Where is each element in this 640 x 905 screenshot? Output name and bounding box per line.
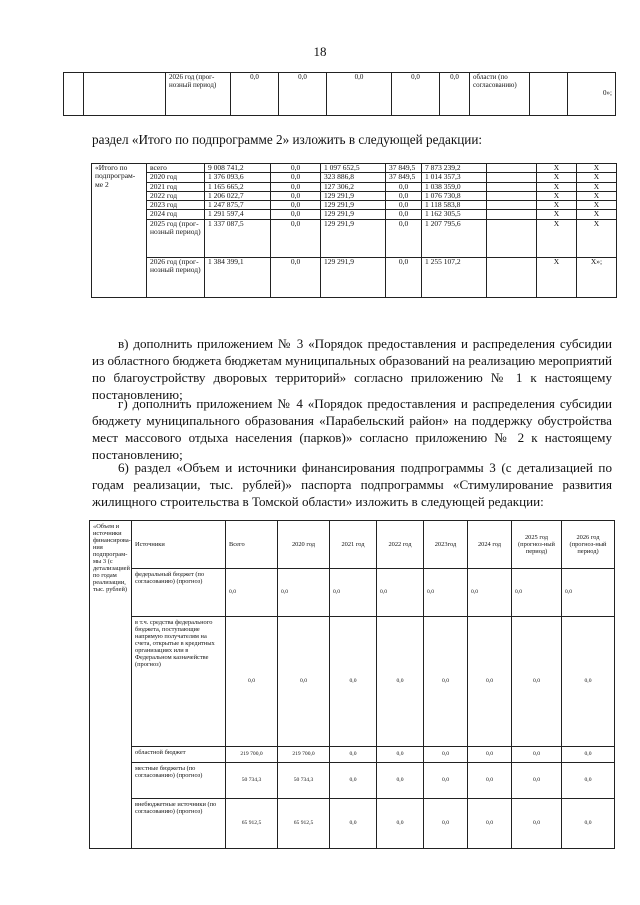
value-cell: 1 207 795,6: [422, 219, 487, 257]
total-cell: 9 008 741,2: [205, 164, 271, 173]
empty-cell: [487, 210, 537, 219]
value-cell: 0,0: [271, 219, 321, 257]
value-cell: 129 291,9: [321, 191, 386, 200]
paragraph-g: г) дополнить приложением № 4 «Порядок предоставления и распределения субсидии бюджету муниципального образования «Парабельский район» на поддержку обустройства мест массового отдыха населения (парков)» согласно приложению № 2 к настоящему постановлению;: [92, 396, 612, 462]
value-cell: 0,0: [271, 201, 321, 210]
note-cell: области (по согласованию): [470, 73, 530, 116]
finance-label: «Объем и источники финансирова-ния подпрограм-мы 3 (с детализацией по годам реализации, тыс. рублей): [90, 521, 132, 849]
value-cell: 0,0: [386, 201, 422, 210]
value-cell: 0,0: [468, 763, 512, 799]
itogo-label: «Итого по подпрограм-ме 2: [92, 164, 147, 298]
value-cell: 0,0: [424, 799, 468, 849]
x-cell: X: [537, 173, 577, 182]
value-cell: 0,0: [330, 747, 377, 763]
total-cell: 1 206 022,7: [205, 191, 271, 200]
empty-cell: [64, 73, 84, 116]
value-cell: 0,0: [271, 210, 321, 219]
x-cell: X: [577, 191, 617, 200]
source-cell: внебюджетные источники (по согласованию) (прогноз): [132, 799, 226, 849]
value-cell: 0,0: [562, 569, 615, 617]
value-cell: 0,0: [392, 73, 440, 116]
value-cell: 0,0: [468, 747, 512, 763]
paragraph-v: в) дополнить приложением № 3 «Порядок предоставления и распределения субсидии из областного бюджета бюджетам муниципальных образований на реализацию мероприятий по благоустройству дворовых территорий» согласно приложению № 1 к настоящему постановлению;: [92, 336, 613, 402]
total-cell: 1 337 087,5: [205, 219, 271, 257]
value-cell: 0,0: [424, 763, 468, 799]
period-cell: 2021 год: [147, 182, 205, 191]
value-cell: 0,0: [271, 257, 321, 297]
value-cell: 65 912,5: [278, 799, 330, 849]
total-cell: 1 247 875,7: [205, 201, 271, 210]
header-cell: 2024 год: [468, 521, 512, 569]
value-cell: 0,0: [386, 257, 422, 297]
empty-cell: [487, 191, 537, 200]
empty-cell: [487, 173, 537, 182]
period-cell: 2026 год (прог-нозный период): [147, 257, 205, 297]
x-cell: X: [577, 201, 617, 210]
value-cell: 0,0: [327, 73, 392, 116]
heading-itogo: раздел «Итого по подпрограмме 2» изложить в следующей редакции:: [92, 132, 483, 147]
period-cell: 2025 год (прог-нозный период): [147, 219, 205, 257]
value-cell: 129 291,9: [321, 257, 386, 297]
value-cell: 0,0: [226, 617, 278, 747]
period-cell: 2020 год: [147, 173, 205, 182]
value-cell: 0,0: [386, 182, 422, 191]
value-cell: 0,0: [377, 763, 424, 799]
value-cell: 0,0: [562, 747, 615, 763]
page-number: 18: [313, 44, 327, 59]
value-cell: 0,0: [279, 73, 327, 116]
empty-cell: [487, 219, 537, 257]
value-cell: 0,0: [512, 799, 562, 849]
total-cell: 1 165 665,2: [205, 182, 271, 191]
value-cell: 219 700,0: [278, 747, 330, 763]
header-cell: Источники: [132, 521, 226, 569]
x-cell: X: [577, 173, 617, 182]
value-cell: 0,0: [424, 569, 468, 617]
period-cell: 2026 год (прог-нозный период): [166, 73, 231, 116]
value-cell: 129 291,9: [321, 201, 386, 210]
value-cell: 0,0: [330, 569, 377, 617]
header-cell: Всего: [226, 521, 278, 569]
value-cell: 0,0: [512, 569, 562, 617]
source-cell: в т.ч. средства федерального бюджета, поступающие напрямую получателям на счета, открытые в кредитных организациях или в Федеральном казначействе (прогноз): [132, 617, 226, 747]
value-cell: 7 873 239,2: [422, 164, 487, 173]
value-cell: 0,0: [231, 73, 279, 116]
x-cell: X: [537, 191, 577, 200]
header-cell: 2020 год: [278, 521, 330, 569]
value-cell: 37 849,5: [386, 164, 422, 173]
value-cell: 0,0: [440, 73, 470, 116]
x-cell: X»;: [577, 257, 617, 297]
value-cell: 1 255 107,2: [422, 257, 487, 297]
empty-cell: [84, 73, 166, 116]
total-cell: 1 291 597,4: [205, 210, 271, 219]
x-cell: X: [577, 182, 617, 191]
value-cell: 1 097 652,5: [321, 164, 386, 173]
source-cell: федеральный бюджет (по согласованию) (прогноз): [132, 569, 226, 617]
value-cell: 0,0: [468, 799, 512, 849]
value-cell: 0,0: [330, 617, 377, 747]
empty-cell: [530, 73, 568, 116]
value-cell: 0,0: [278, 617, 330, 747]
value-cell: 0,0: [512, 763, 562, 799]
x-cell: X: [537, 182, 577, 191]
value-cell: 0,0: [386, 191, 422, 200]
value-cell: 0,0: [562, 799, 615, 849]
value-cell: 0,0: [226, 569, 278, 617]
x-cell: X: [577, 210, 617, 219]
period-cell: 2024 год: [147, 210, 205, 219]
value-cell: 129 291,9: [321, 210, 386, 219]
empty-cell: [487, 164, 537, 173]
value-cell: 50 734,3: [226, 763, 278, 799]
value-cell: 0,0: [271, 182, 321, 191]
period-cell: 2023 год: [147, 201, 205, 210]
value-cell: 219 700,0: [226, 747, 278, 763]
x-cell: X: [577, 219, 617, 257]
paragraph-6: 6) раздел «Объем и источники финансирования подпрограммы 3 (с детализацией по годам реализации, тыс. рублей)» паспорта подпрограммы «Стимулирование развития жилищного строительства в Томской области» изложить в следующей редакции:: [92, 460, 612, 509]
tail-cell: 0»;: [568, 73, 616, 116]
x-cell: X: [537, 164, 577, 173]
value-cell: 0,0: [424, 747, 468, 763]
value-cell: 127 306,2: [321, 182, 386, 191]
value-cell: 0,0: [512, 747, 562, 763]
x-cell: X: [537, 219, 577, 257]
value-cell: 0,0: [562, 763, 615, 799]
value-cell: 37 849,5: [386, 173, 422, 182]
header-cell: 2025 год (прогноз-ный период): [512, 521, 562, 569]
value-cell: 0,0: [386, 210, 422, 219]
source-cell: местные бюджеты (по согласованию) (прогноз): [132, 763, 226, 799]
value-cell: 0,0: [562, 617, 615, 747]
finance-table: [89, 520, 615, 849]
value-cell: 1 014 357,3: [422, 173, 487, 182]
value-cell: 0,0: [377, 799, 424, 849]
value-cell: 50 734,3: [278, 763, 330, 799]
value-cell: 0,0: [386, 219, 422, 257]
value-cell: 0,0: [377, 569, 424, 617]
value-cell: 1 038 359,0: [422, 182, 487, 191]
total-cell: 1 384 399,1: [205, 257, 271, 297]
period-cell: всего: [147, 164, 205, 173]
value-cell: 0,0: [424, 617, 468, 747]
value-cell: 129 291,9: [321, 219, 386, 257]
empty-cell: [487, 201, 537, 210]
x-cell: X: [537, 210, 577, 219]
period-cell: 2022 год: [147, 191, 205, 200]
continuation-table: [63, 72, 616, 116]
value-cell: 0,0: [468, 569, 512, 617]
value-cell: 1 162 305,5: [422, 210, 487, 219]
header-cell: 2026 год (прогноз-ный период): [562, 521, 615, 569]
value-cell: 0,0: [377, 617, 424, 747]
value-cell: 0,0: [512, 617, 562, 747]
total-cell: 1 376 093,6: [205, 173, 271, 182]
itogo-table: [91, 163, 617, 298]
value-cell: 0,0: [278, 569, 330, 617]
empty-cell: [487, 182, 537, 191]
value-cell: 0,0: [271, 173, 321, 182]
value-cell: 65 912,5: [226, 799, 278, 849]
value-cell: 0,0: [377, 747, 424, 763]
x-cell: X: [577, 164, 617, 173]
source-cell: областной бюджет: [132, 747, 226, 763]
x-cell: X: [537, 201, 577, 210]
value-cell: 0,0: [468, 617, 512, 747]
value-cell: 0,0: [330, 763, 377, 799]
value-cell: 1 118 583,8: [422, 201, 487, 210]
empty-cell: [487, 257, 537, 297]
value-cell: 0,0: [330, 799, 377, 849]
header-cell: 2021 год: [330, 521, 377, 569]
header-cell: 2023год: [424, 521, 468, 569]
header-cell: 2022 год: [377, 521, 424, 569]
value-cell: 1 076 730,8: [422, 191, 487, 200]
value-cell: 0,0: [271, 164, 321, 173]
value-cell: 323 886,8: [321, 173, 386, 182]
value-cell: 0,0: [271, 191, 321, 200]
x-cell: X: [537, 257, 577, 297]
